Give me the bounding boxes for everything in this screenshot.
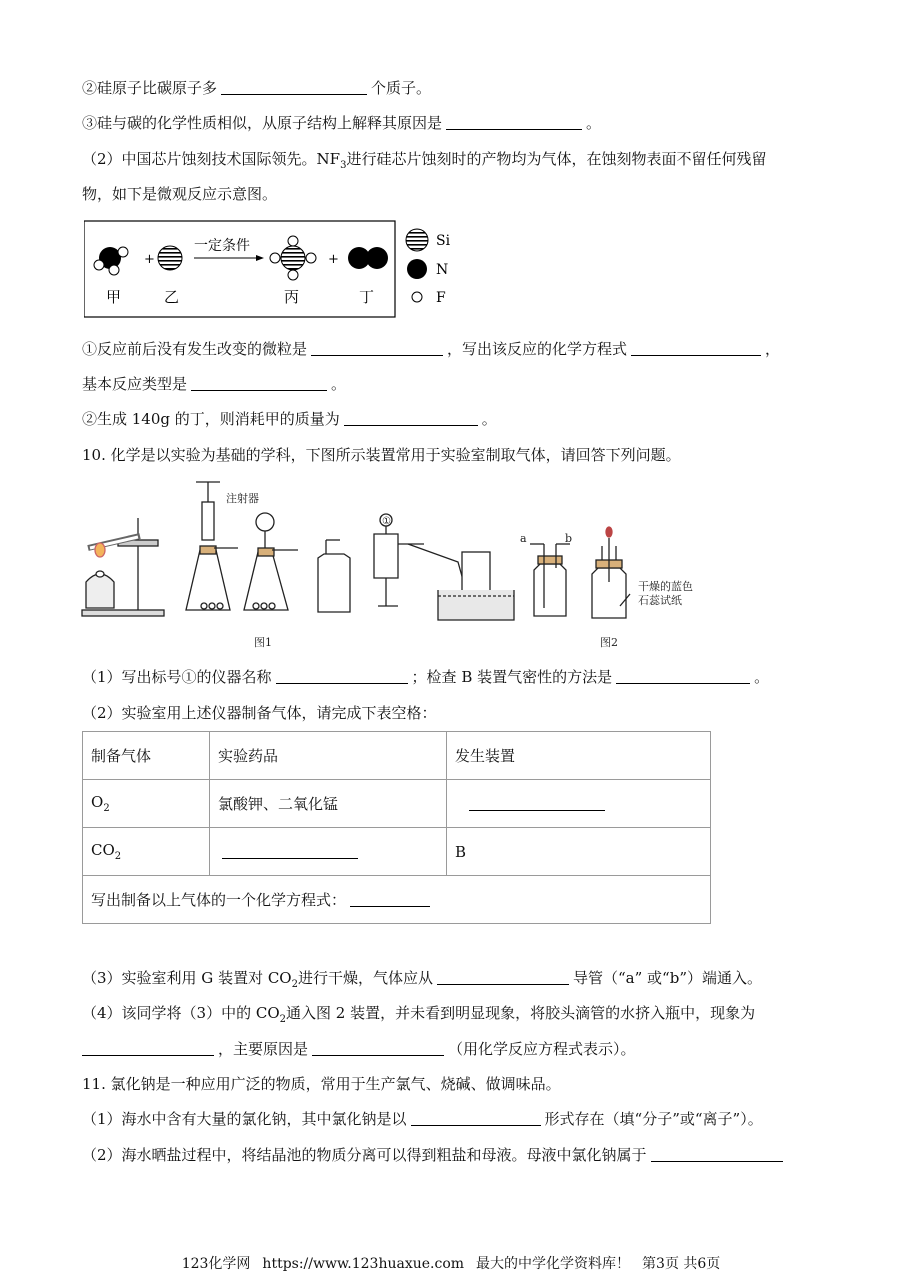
question-line: （1）海水中含有大量的氯化钠，其中氯化钠是以 形式存在（填“分子”或“离子”）。: [82, 1110, 763, 1128]
answer-blank[interactable]: [411, 1109, 541, 1126]
table-row: [83, 780, 711, 828]
answer-blank[interactable]: [311, 339, 443, 356]
table-cell: 写出制备以上气体的一个化学方程式：: [83, 876, 711, 924]
apparatus-g: [530, 544, 570, 616]
apparatus-f: [408, 544, 514, 620]
table-cell: $CO_2$: [83, 828, 210, 876]
litmus-label-2: 石蕊试纸: [638, 594, 682, 607]
molecule-ding: [348, 247, 388, 269]
answer-blank[interactable]: [312, 1039, 444, 1056]
question-line: ②生成 140g 的丁，则消耗甲的质量为 。: [82, 410, 497, 428]
answer-blank[interactable]: [446, 113, 582, 130]
answer-blank[interactable]: [222, 842, 358, 859]
table-header-row: [83, 732, 711, 780]
molecule-jia: [94, 247, 128, 275]
label-yi: 乙: [164, 288, 180, 306]
answer-blank[interactable]: [344, 409, 478, 426]
question-line: ③硅与碳的化学性质相似，从原子结构上解释其原因是 。: [82, 114, 602, 132]
label-jia: 甲: [106, 288, 122, 306]
table-cell: B: [447, 828, 711, 876]
reaction-diagram: [84, 220, 464, 320]
footer-slogan: 最大的中学化学资料库！: [476, 1256, 631, 1272]
lab-apparatus-figure: [78, 478, 738, 654]
table-row: [83, 876, 711, 924]
legend-f: F: [436, 290, 446, 306]
footer-url[interactable]: https://www.123huaxue.com: [262, 1256, 465, 1272]
footer-site: 123化学网: [181, 1256, 251, 1272]
question-line: 10. 化学是以实验为基础的学科，下图所示装置常用于实验室制取气体，请回答下列问题。: [82, 446, 681, 464]
label-bing: 丙: [284, 288, 300, 306]
answer-blank[interactable]: [631, 339, 761, 356]
page-footer: [0, 1253, 902, 1273]
header-cell: 发生装置: [447, 732, 711, 780]
legend-si-symbol: [406, 229, 428, 251]
port-a-label: a: [520, 532, 527, 545]
diagram-frame: [84, 221, 395, 317]
answer-blank[interactable]: [82, 1039, 214, 1056]
question-line: 物，如下是微观反应示意图。: [82, 185, 278, 203]
syringe-label: 注射器: [226, 492, 259, 505]
apparatus-fig2-bottle: [592, 527, 630, 618]
answer-blank[interactable]: [221, 78, 367, 95]
circled-one-label: ①: [382, 516, 391, 527]
answer-blank[interactable]: [437, 968, 569, 985]
molecule-yi: [158, 246, 182, 270]
table-cell: $O_2$: [83, 780, 210, 828]
answer-blank[interactable]: [469, 794, 605, 811]
legend-n-symbol: [407, 259, 427, 279]
legend-f-symbol: [412, 292, 422, 302]
figure-1-caption: 图1: [254, 636, 272, 649]
question-line: ②硅原子比碳原子多 个质子。: [82, 79, 432, 97]
figure-2-caption: 图2: [600, 636, 618, 649]
port-b-label: b: [565, 532, 573, 545]
footer-page-number: 第3页 共6页: [642, 1256, 721, 1272]
answer-blank[interactable]: [191, 374, 327, 391]
apparatus-c: [244, 513, 298, 610]
apparatus-a: [82, 518, 164, 616]
question-line: （4）该同学将（3）中的 $CO_2$通入图 2 装置，并未看到明显现象，将胶头滴管的水挤入瓶中，现象为: [82, 1004, 756, 1025]
apparatus-d: [318, 540, 350, 612]
answer-blank[interactable]: [350, 890, 430, 907]
plus-sign: +: [328, 252, 339, 267]
molecule-bing: [270, 236, 316, 280]
gas-preparation-table: [82, 731, 711, 924]
table-row: [83, 828, 711, 876]
answer-blank[interactable]: [276, 667, 408, 684]
answer-blank[interactable]: [616, 667, 750, 684]
label-ding: 丁: [359, 288, 375, 306]
legend-si: Si: [436, 233, 451, 249]
question-line: （2）中国芯片蚀刻技术国际领先。$NF_3$进行硅芯片蚀刻时的产物均为气体，在蚀刻物表面不留任何残留: [82, 150, 767, 171]
question-line: 基本反应类型是 。: [82, 375, 347, 393]
header-cell: 实验药品: [210, 732, 447, 780]
question-line: （3）实验室利用 G 装置对 $CO_2$进行干燥，气体应从 导管（“a” 或“b”）端通入。: [82, 969, 762, 990]
arrow-head: [256, 255, 264, 261]
apparatus-e: [374, 514, 424, 606]
question-line: （1）写出标号①的仪器名称 ；检查 B 装置气密性的方法是 。: [82, 668, 770, 686]
question-line: 11. 氯化钠是一种应用广泛的物质，常用于生产氯气、烧碱、做调味品。: [82, 1075, 561, 1093]
reaction-condition: 一定条件: [194, 238, 250, 254]
header-cell: 制备气体: [83, 732, 210, 780]
question-line: ①反应前后没有发生改变的微粒是 ，写出该反应的化学方程式 ，: [82, 340, 781, 358]
table-cell: [210, 828, 447, 876]
question-line: （2）海水晒盐过程中，将结晶池的物质分离可以得到粗盐和母液。母液中氯化钠属于: [82, 1145, 787, 1165]
plus-sign: +: [144, 252, 155, 267]
litmus-label-1: 干燥的蓝色: [638, 580, 693, 593]
question-line: ，主要原因是 （用化学反应方程式表示）。: [82, 1039, 636, 1059]
question-line: （2）实验室用上述仪器制备气体，请完成下表空格：: [82, 704, 437, 722]
answer-blank[interactable]: [651, 1145, 783, 1162]
table-cell: [447, 780, 711, 828]
table-cell: 氯酸钾、二氧化锰: [210, 780, 447, 828]
legend-n: N: [436, 262, 449, 278]
